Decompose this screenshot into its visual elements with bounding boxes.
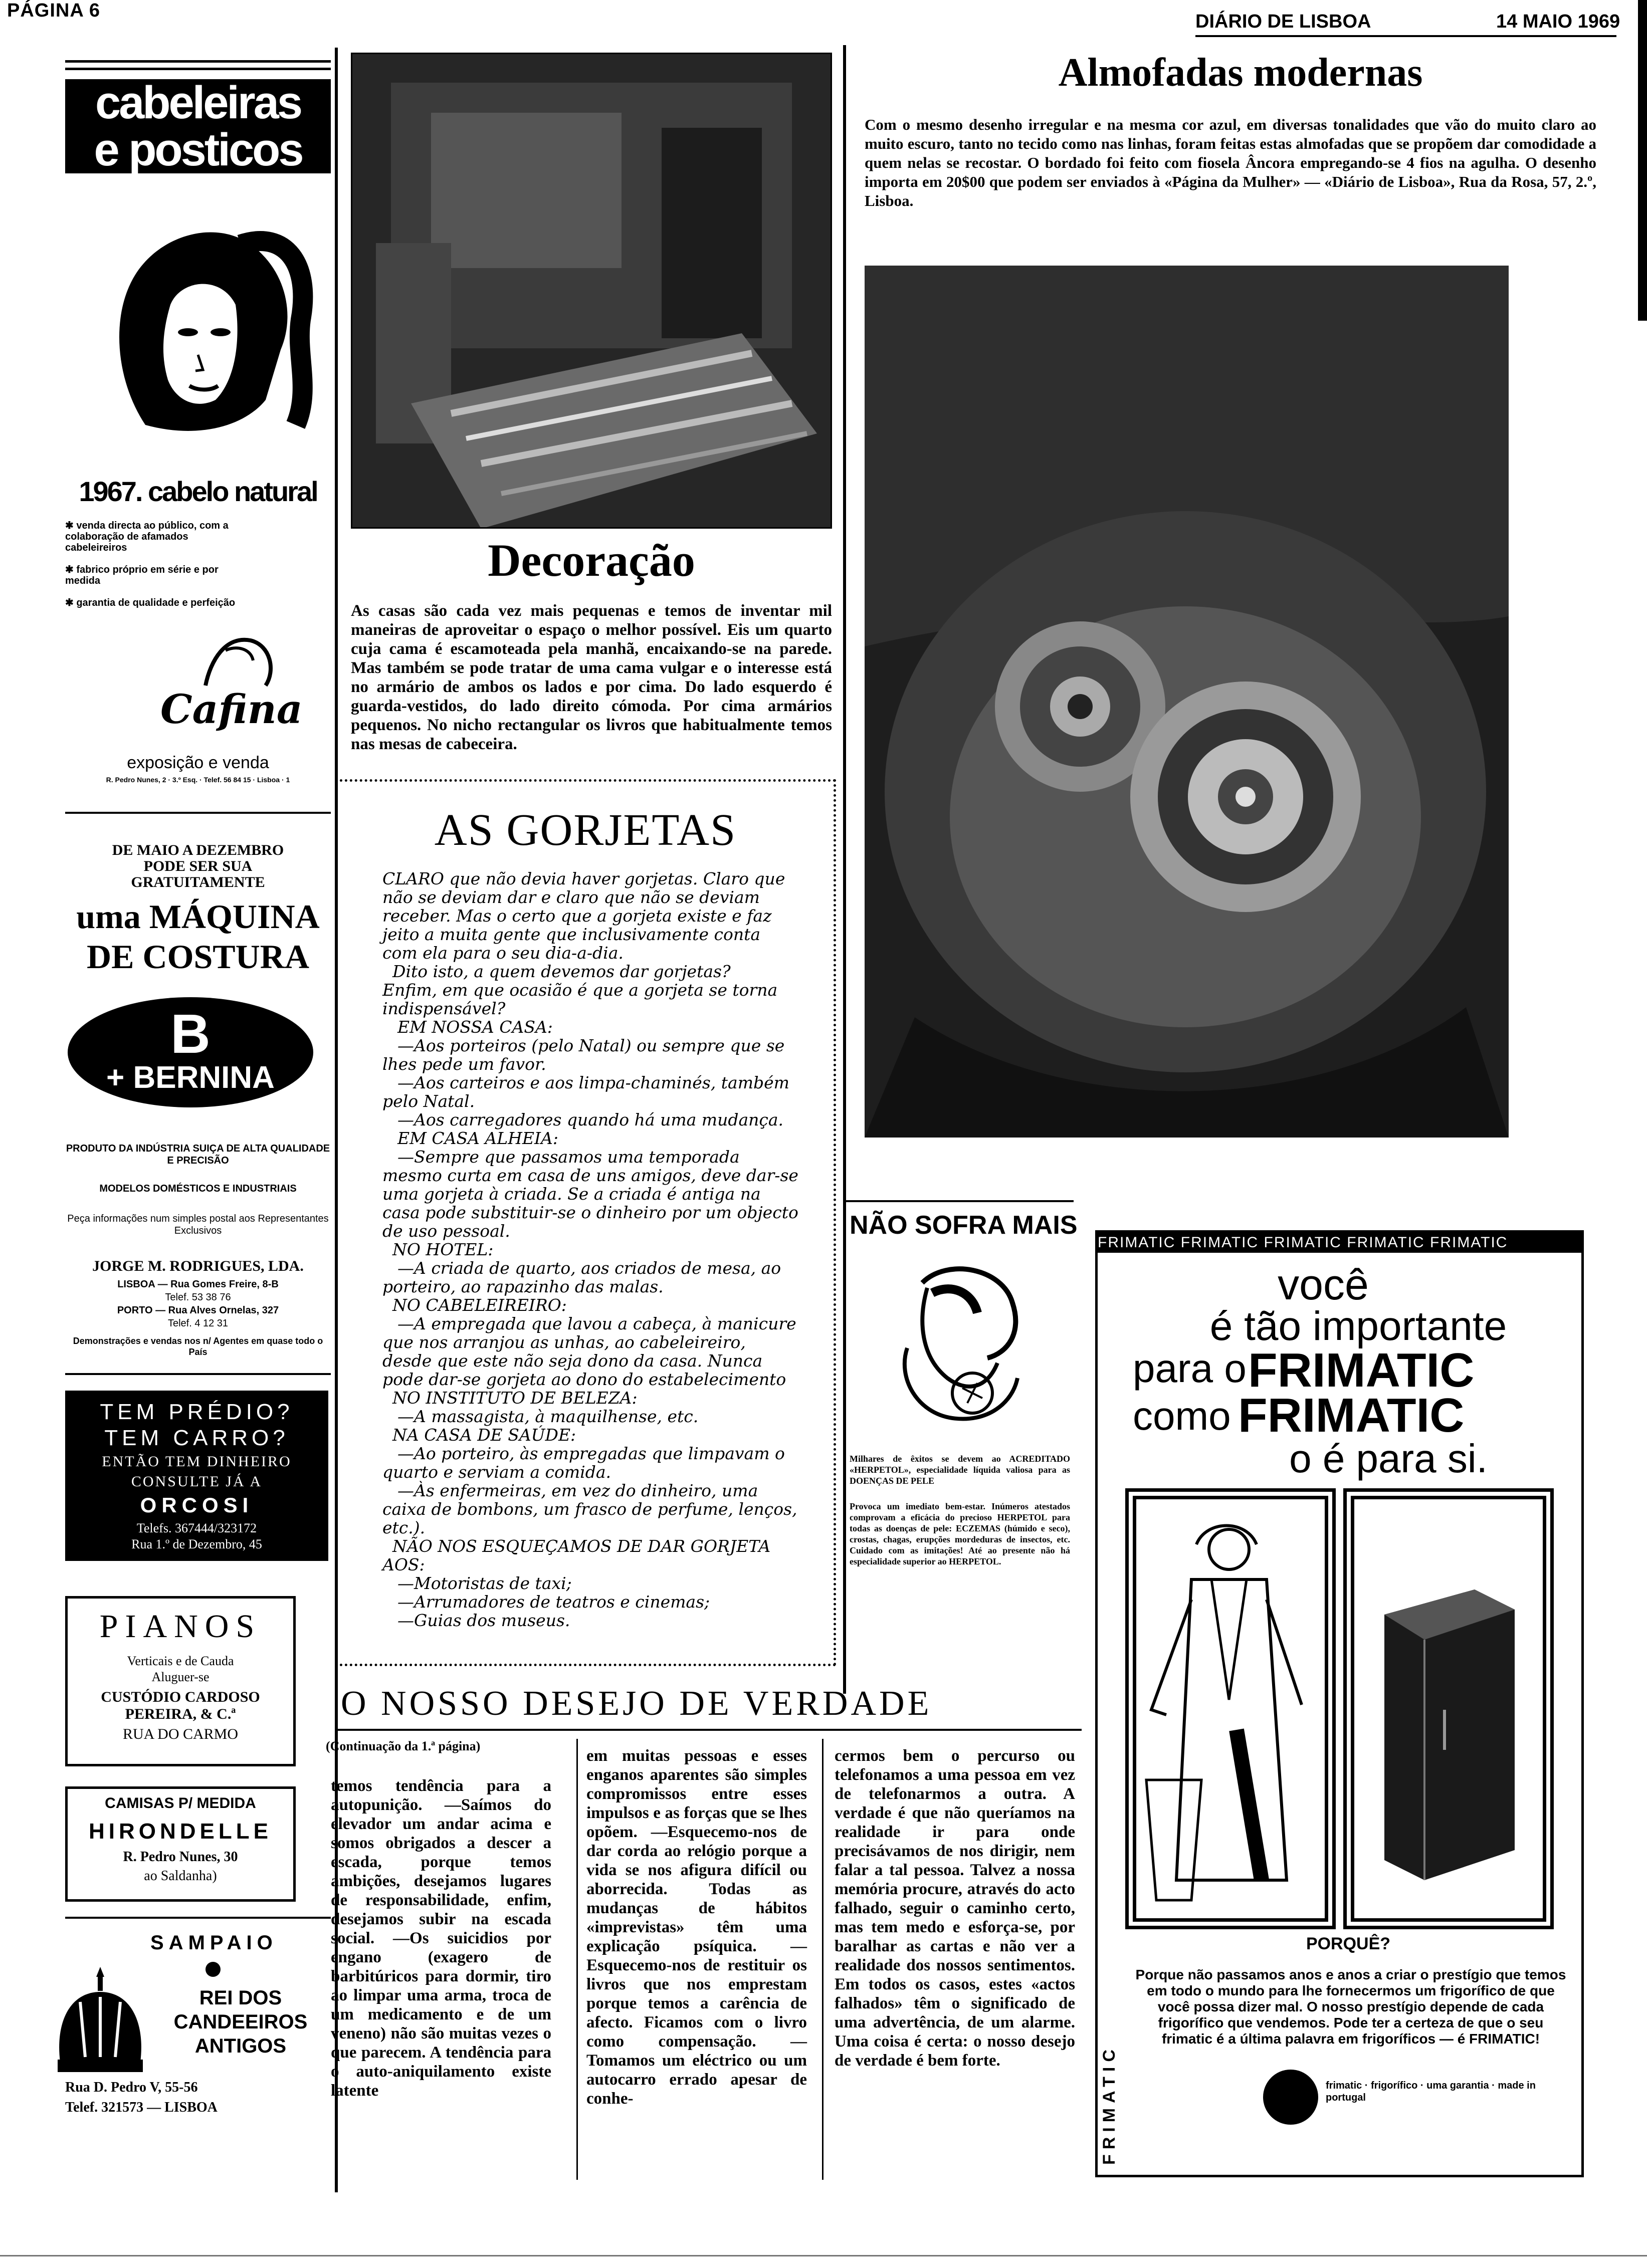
divider-3	[65, 1917, 331, 1919]
herpetol-top-rule	[843, 1200, 1074, 1202]
hirondelle-address: R. Pedro Nunes, 30	[123, 1849, 238, 1865]
pianos-line2: Aluguer-se	[151, 1670, 210, 1684]
gorjetas-line-17: —Às enfermeiras, em vez do dinheiro, uma caixa de bombons, um frasco de perfume, lenços, etc.).	[382, 1481, 797, 1537]
woman-portrait	[75, 189, 321, 460]
bernina-logo	[68, 997, 313, 1107]
frimatic-line4b: FRIMATIC	[1238, 1389, 1465, 1442]
column-rule-mid	[843, 45, 846, 1694]
desejo-col1: temos tendência para a autopunição. —Saímos do elevador um andar acima e somos obrigados a descer a escada, porque temos ambições, desejamos lugares de responsabilidade, enfim, desejamos subir na escada social. —Os suicidios por engano (exagero de barbitúricos para dormir, tiro ao limpar uma arma, troca de um medicamento e de um veneno) não são muitas vezes o que parecem. A tendência para o auto-aniquilamento existe latente	[331, 1777, 551, 2100]
sampaio-address: Rua D. Pedro V, 55-56	[65, 2080, 198, 2095]
ad-cabeleiras	[65, 74, 331, 786]
bernina-porto-tel: Telef. 4 12 31	[167, 1318, 229, 1329]
edge-mark	[1638, 0, 1647, 321]
bernina-logo-text: + BERNINA	[106, 1060, 275, 1095]
desejo-col-rule-1	[576, 1739, 578, 2180]
herpetol-body1: Milhares de êxitos se devem ao ACREDITADO «HERPETOL», especialidade líquida valiosa para as DOENÇAS DE PELE	[850, 1454, 1070, 1486]
frimatic-line4a: como	[1133, 1394, 1231, 1438]
ad-cabeleiras-tagline: 1967. cabelo natural	[79, 476, 317, 507]
gorjetas-line-0: CLARO que não devia haver gorjetas. Claro que não se deviam dar e claro que não se deviam receber. Mas o certo que a gorjeta existe e faz jeito a muita gente que inclusivamente conta com ela para o seu dia-a-dia.	[382, 869, 785, 963]
bernina-demo: Demonstrações e vendas nos n/ Agentes em quase todo o País	[73, 1336, 323, 1357]
top-rule-left	[65, 60, 331, 63]
refrigerator-illustration	[1354, 1499, 1543, 1918]
sampaio-tel: Telef. 321573 — LISBOA	[65, 2100, 218, 2115]
frimatic-frame-right	[1343, 1488, 1554, 1929]
frimatic-line2: é tão importante	[1209, 1303, 1507, 1349]
gorjetas-line-8: —Sempre que passamos uma temporada mesmo curta em casa de uns amigos, deve dar-se uma gorjeta à criada. Se a criada é antiga na casa pode substituir-se o dinheiro por um objecto de uso pessoal.	[382, 1147, 798, 1241]
page-number: PÁGINA 6	[7, 0, 101, 21]
ad-cabeleiras-bullets	[65, 520, 236, 608]
almofadas-photo	[865, 266, 1509, 1138]
gorjetas-line-14: —A massagista, à maquilhense, etc.	[397, 1407, 699, 1426]
gorjetas-heading-hotel: NO HOTEL:	[392, 1240, 494, 1259]
almofadas-body: Com o mesmo desenho irregular e na mesma cor azul, em diversas tonalidades que vão do muito claro ao muito escuro, tanto no tecido como nas linhas, foram feitas estas almofadas que se propõem dar comodidade a quem nelas se recostar. O bordado foi feito com fiosela Âncora empregando-se 4 fios na agulha. O desenho importa em 20$00 que podem ser enviados à «Página da Mulher» — «Diário de Lisboa», Rua da Rosa, 57, 2.º, Lisboa.	[865, 116, 1596, 209]
desejo-continuation: (Continuação da 1.ª página)	[326, 1739, 481, 1753]
gorjetas-line-5: —Aos carteiros e aos limpa-chaminés, também pelo Natal.	[382, 1073, 789, 1111]
ad-sampaio	[50, 1932, 331, 2142]
gorjetas-line-19: —Motoristas de taxi;	[397, 1573, 572, 1593]
gorjetas-heading-alheia: EM CASA ALHEIA:	[397, 1128, 558, 1148]
ad-frimatic	[1095, 1230, 1584, 2177]
divider-2	[65, 1373, 331, 1375]
bedroom-illustration	[351, 53, 832, 529]
gorjetas-line-2: Enfim, em que ocasião é que a gorjeta se torna indispensável?	[382, 980, 778, 1018]
desejo-col2: em muitas pessoas e esses enganos aparentes são simples compromissos entre esses impulsos e as forças que se lhes opõem. —Esquecemo-nos de dar corda ao relógio porque a vida se nos afigura difícil ou aborrecida. Todas as mudanças de hábitos «imprevistas» têm uma explicação psíquica. —Esquecemo-nos de restituir os livros que nos emprestam porque temos a carência de afecto. Ficamos com o livro como compensação. —Tomamos um eléctrico ou um autocarro errado apesar de conhe-	[586, 1747, 807, 2108]
frimatic-side-mark: FRIMATIC	[1100, 2045, 1119, 2165]
bernina-models: MODELOS DOMÉSTICOS E INDUSTRIAIS	[99, 1183, 297, 1194]
bullet-3: ✱ garantia de qualidade e perfeição	[65, 597, 236, 608]
issue-date: 14 MAIO 1969	[1496, 11, 1620, 32]
pianos-title: PIANOS	[99, 1608, 262, 1645]
bernina-company: JORGE M. RODRIGUES, LDA.	[92, 1258, 304, 1274]
decoracao-body: As casas são cada vez mais pequenas e temos de inventar mil maneiras de aproveitar o espaço o melhor possível. Eis um quarto cuja cama é escamoteada pela manhã, encaixando-se na parede. Mas também se pode tratar de uma cama vulgar e o interesse está no armário de ambos os lados e por cima. Do lado esquerdo é guarda-vestidos, do lado direito cómoda. Por cima armários pequenos. No nicho rectangular os livros que habitualmente temos nas mesas de cabeceira.	[351, 602, 832, 753]
gorjetas-line-20: —Arrumadores de teatros e cinemas;	[397, 1592, 710, 1612]
gorjetas-body	[382, 869, 798, 1630]
ad-cabeleiras-address: R. Pedro Nunes, 2 · 3.º Esq. · Telef. 56 84 15 · Lisboa · 1	[106, 776, 290, 784]
frimatic-band: FRIMATIC FRIMATIC FRIMATIC FRIMATIC FRIMATIC	[1098, 1233, 1584, 1253]
divider-1	[65, 812, 331, 814]
bernina-headline2: DE COSTURA	[87, 938, 309, 976]
frimatic-question: PORQUÊ?	[1306, 1934, 1391, 1953]
sampaio-line1: REI DOS	[199, 1987, 282, 2009]
frimatic-line3b: FRIMATIC	[1248, 1343, 1475, 1397]
orcosi-tel: Telefs. 367444/323172	[136, 1521, 257, 1535]
top-rule-left-2	[65, 68, 331, 70]
bernina-headline1: uma MÁQUINA	[76, 897, 320, 936]
gorjetas-line-6: —Aos carregadores quando há uma mudança.	[397, 1110, 784, 1129]
orcosi-line2: TEM CARRO?	[104, 1426, 289, 1450]
gorjetas-heading-saude: NA CASA DE SAÚDE:	[392, 1425, 576, 1445]
gorjetas-title: AS GORJETAS	[434, 805, 737, 855]
sampaio-dot	[205, 1962, 221, 1977]
gorjetas-line-1: Dito isto, a quem devemos dar gorjetas?	[392, 962, 731, 981]
bernina-lisboa: LISBOA — Rua Gomes Freire, 8-B	[117, 1279, 279, 1290]
gorjetas-line-12: —A empregada que lavou a cabeça, à manicure que nos arranjou as unhas, ao cabeleireiro, desde que este não seja dono da casa. Nunca pode dar-se gorjeta ao dono do estabelecimento	[382, 1314, 796, 1389]
pianos-line3: CUSTÓDIO CARDOSO	[101, 1689, 260, 1705]
gorjetas-heading-casa: EM NOSSA CASA:	[397, 1017, 553, 1037]
bernina-porto: PORTO — Rua Alves Ornelas, 327	[117, 1305, 279, 1316]
hirondelle-address2: ao Saldanha)	[144, 1868, 217, 1884]
frimatic-seal-icon	[1263, 2070, 1318, 2125]
cushions-illustration	[865, 266, 1509, 1138]
ad-cabeleiras-title	[65, 79, 331, 173]
orcosi-address: Rua 1.º de Dezembro, 45	[131, 1537, 262, 1551]
bernina-line2: PODE SER SUA	[143, 858, 253, 874]
frimatic-line3a: para o	[1133, 1346, 1247, 1391]
frimatic-footer: frimatic · frigorífico · uma garantia · made in portugal	[1326, 2080, 1536, 2103]
bernina-lisboa-tel: Telef. 53 38 76	[165, 1292, 231, 1303]
frimatic-body: Porque não passamos anos e anos a criar o prestígio que temos em todo o mundo para lhe fornecermos um frigorífico de que você possa dizer mal. O nosso prestígio depende de cada frigorífico que vendemos. Pode ter a certeza de que o seu frimatic é a última palavra em frigoríficos — é FRIMATIC!	[1135, 1967, 1566, 2047]
orcosi-line4: CONSULTE JÁ A	[131, 1473, 263, 1490]
man-in-coat-illustration	[1136, 1499, 1325, 1918]
bernina-info: Peça informações num simples postal aos Representantes Exclusivos	[67, 1213, 329, 1236]
decoracao-title: Decoração	[488, 535, 695, 586]
gorjetas-heading-esquecamos: NÃO NOS ESQUEÇAMOS DE DAR GORJETA AOS:	[382, 1536, 771, 1574]
hirondelle-name: HIRONDELLE	[89, 1819, 272, 1844]
desejo-col3: cermos bem o percurso ou telefonamos a uma pessoa em vez de telefonarmos a outra. A verdade é que não queríamos na realidade ir para onde precisávamos de nos dirigir, nem falar a tal pessoa. Talvez a nossa memória procure, através do acto falhado, seguir o caminho certo, mas tem medo e esforça-se, por baralhar as cartas e não ver a realidade dos nossos sentimentos. Em todos os casos, estes «actos falhados» têm o significado de uma advertência, de um alarme. Uma coisa é certa: o nosso desejo de verdade é bem forte.	[835, 1747, 1075, 2070]
desejo-title: O NOSSO DESEJO DE VERDADE	[341, 1684, 932, 1723]
ad-cabeleiras-title-line2: e posticos	[94, 124, 302, 175]
gorjetas-heading-beleza: NO INSTITUTO DE BELEZA:	[392, 1388, 638, 1408]
ad-cabeleiras-expo: exposição e venda	[127, 753, 269, 772]
herpetol-face-illustration	[887, 1263, 1033, 1428]
desejo-rule	[335, 1729, 1082, 1731]
bernina-line1: DE MAIO A DEZEMBRO	[112, 842, 284, 858]
ad-cabeleiras-title-line1: cabeleiras	[95, 77, 301, 128]
bernina-product: PRODUTO DA INDÚSTRIA SUIÇA DE ALTA QUALIDADE E PRECISÃO	[66, 1143, 330, 1166]
frimatic-frame-left	[1125, 1488, 1336, 1929]
bottom-rule	[0, 2255, 1647, 2256]
hirondelle-line1: CAMISAS P/ MEDIDA	[105, 1795, 256, 1811]
gorjetas-heading-cabeleireiro: NO CABELEIREIRO:	[392, 1295, 567, 1315]
bullet-1: ✱ venda directa ao público, com a colaboração de afamados cabeleireiros	[65, 520, 229, 553]
gorjetas-line-21: —Guias dos museus.	[397, 1611, 570, 1630]
sampaio-name: SAMPAIO	[150, 1932, 278, 1954]
ad-pianos	[65, 1596, 296, 1766]
herpetol-title: NÃO SOFRA MAIS	[850, 1211, 1078, 1240]
masthead-rule	[1195, 35, 1616, 37]
herpetol-body2: Provoca um imediato bem-estar. Inúmeros atestados comprovam a eficácia do precioso HERPETOL para todas as doenças de pele: ECZEMAS (húmido e seco), crostas, chagas, erupções mordeduras de insectos, etc. Cuidado com as imitações! Até ao presente não há especialidade superior ao HERPETOL.	[850, 1501, 1070, 1566]
frimatic-line5: o é para si.	[1289, 1436, 1488, 1481]
gorjetas-line-4: —Aos porteiros (pelo Natal) ou sempre que se lhes pede um favor.	[382, 1036, 785, 1074]
sampaio-line2: CANDEEIROS	[173, 2011, 308, 2033]
gorjetas-line-10: —A criada de quarto, aos criados de mesa, ao porteiro, ao rapazinho das malas.	[382, 1258, 781, 1296]
gorjetas-box	[335, 779, 836, 1666]
cafina-brand: Cafina	[160, 686, 303, 733]
decoracao-photo	[351, 53, 832, 529]
orcosi-name: ORCOSI	[140, 1493, 254, 1517]
crown-icon	[50, 1962, 150, 2077]
desejo-col-rule-2	[822, 1739, 824, 2180]
paper-name: DIÁRIO DE LISBOA	[1195, 11, 1371, 32]
bernina-logo-symbol: B	[170, 1003, 211, 1065]
sampaio-line3: ANTIGOS	[194, 2035, 287, 2057]
bullet-2: ✱ fabrico próprio em série e por medida	[65, 564, 219, 586]
pianos-line5: RUA DO CARMO	[122, 1726, 239, 1742]
ad-hirondelle	[65, 1786, 296, 1902]
bernina-line3: GRATUITAMENTE	[131, 874, 265, 890]
almofadas-title: Almofadas modernas	[1058, 51, 1423, 95]
ad-orcosi	[65, 1391, 328, 1561]
pianos-line1: Verticais e de Cauda	[127, 1654, 234, 1668]
orcosi-line1: TEM PRÉDIO?	[100, 1400, 294, 1424]
orcosi-line3: ENTÃO TEM DINHEIRO	[102, 1453, 292, 1470]
pianos-line4: PEREIRA, & C.ª	[125, 1706, 236, 1722]
gorjetas-line-16: —Ao porteiro, às empregadas que limpavam o quarto e serviam a comida.	[382, 1444, 785, 1482]
frimatic-line1: você	[1278, 1261, 1369, 1309]
